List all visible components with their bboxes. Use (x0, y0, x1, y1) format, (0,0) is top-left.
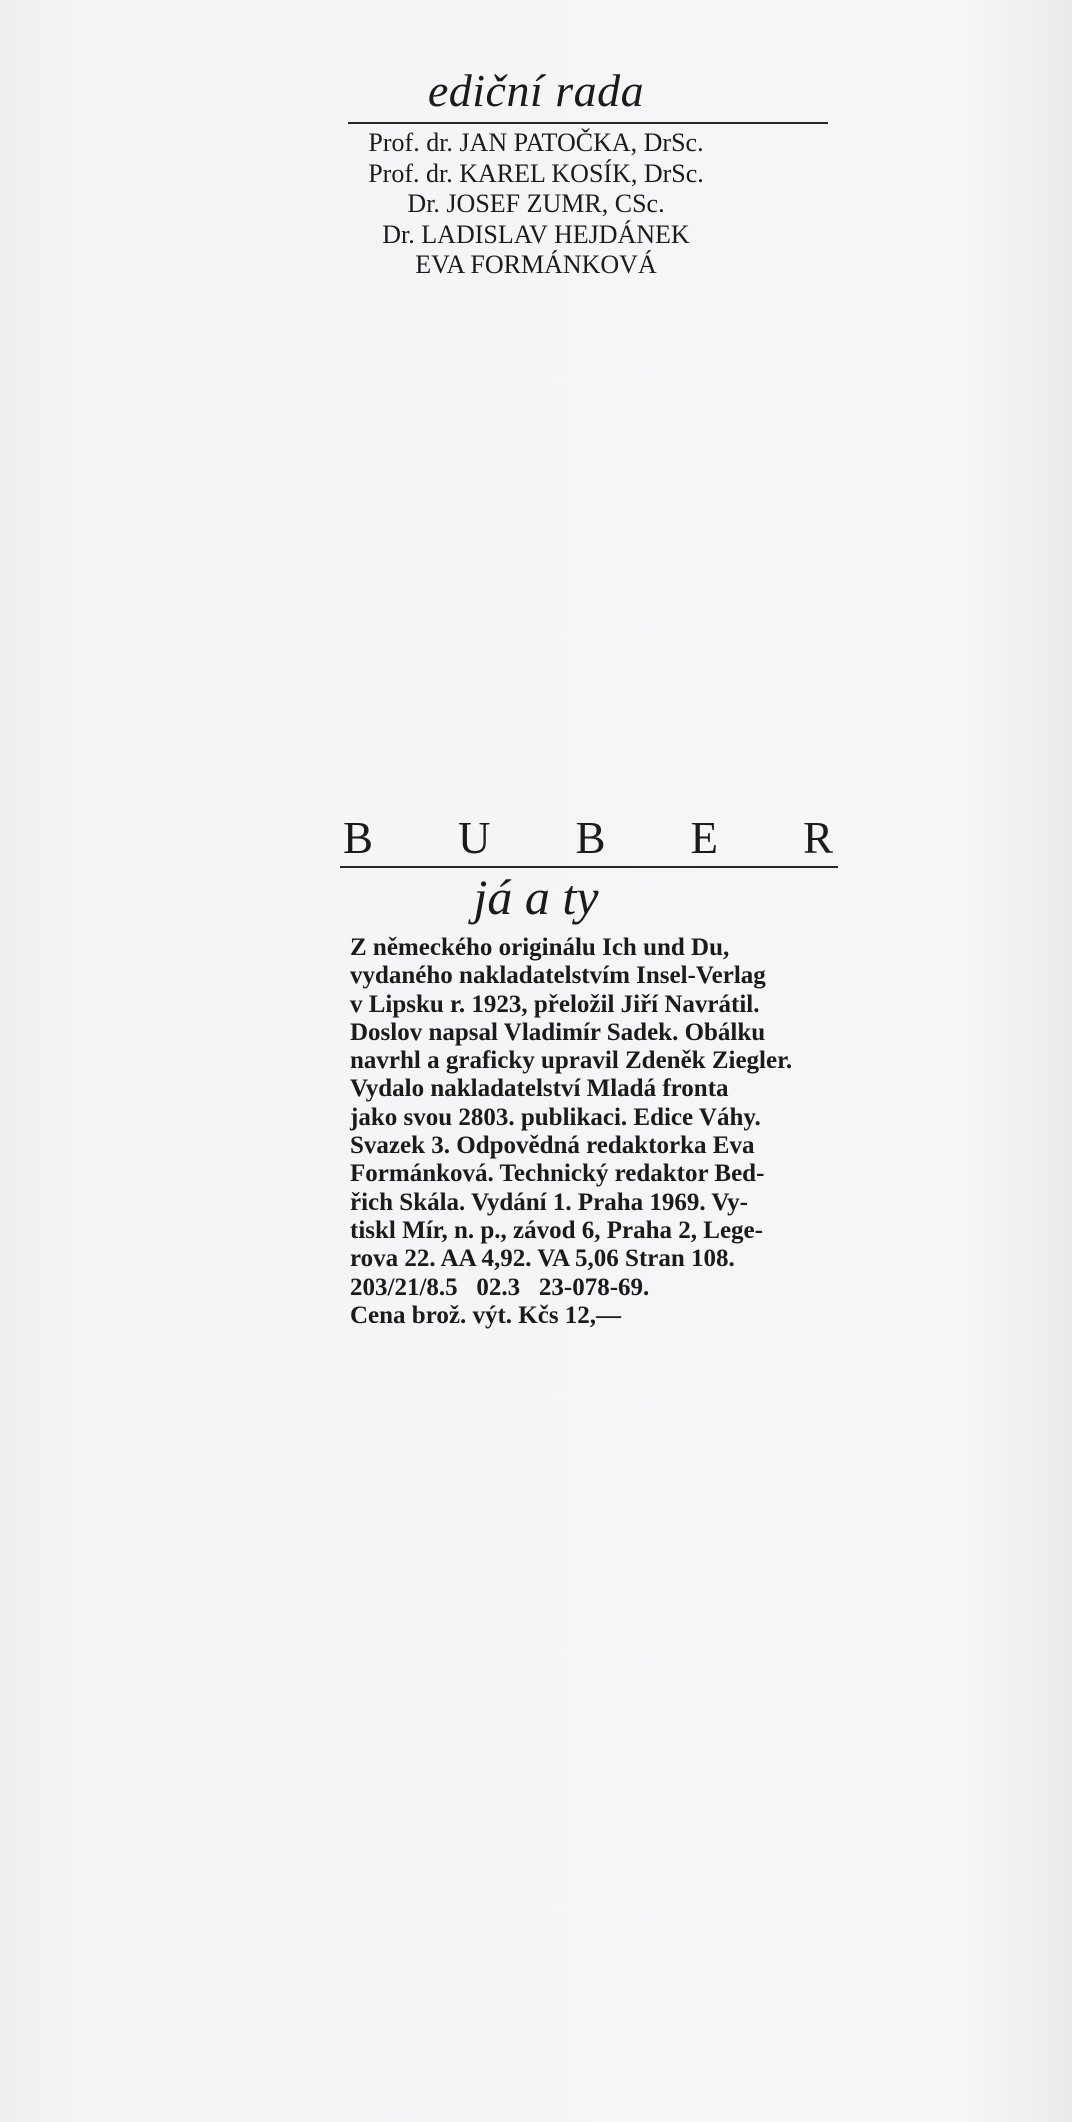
author-letter: E (690, 813, 718, 863)
imprint-line: vydaného nakladatelstvím Insel-Verlag (350, 962, 766, 990)
imprint-line: jako svou 2803. publikaci. Edice Váhy. (350, 1103, 761, 1131)
author-letter: B (575, 813, 606, 863)
imprint-line: Z německého originálu Ich und Du, (350, 934, 730, 961)
show-through-text (150, 385, 1040, 741)
price-line: Cena brož. výt. Kčs 12,— (350, 1301, 622, 1329)
imprint-line: v Lipsku r. 1923, přeložil Jiří Navrátil. (350, 990, 760, 1018)
imprint-line: Formánková. Technický redaktor Bed- (350, 1160, 765, 1188)
editor-name: EVA FORMÁNKOVÁ (415, 250, 657, 279)
book-title: já a ty (473, 869, 599, 925)
author-letter: R (802, 813, 833, 863)
imprint-codes: 203/21/8.5 02.3 23-078-69. (350, 1273, 650, 1301)
imprint-line: Svazek 3. Odpovědná redaktorka Eva (350, 1132, 755, 1160)
author-name (343, 812, 833, 864)
editor-list (0, 128, 1072, 281)
author-letter: B (343, 813, 374, 863)
editor-name: Dr. JOSEF ZUMR, CSc. (407, 189, 665, 218)
editor-name: Prof. dr. KAREL KOSÍK, DrSc. (368, 158, 704, 188)
editor-name: Prof. dr. JAN PATOČKA, DrSc. (368, 128, 704, 157)
imprint-line: řich Skála. Vydání 1. Praha 1969. Vy- (350, 1188, 749, 1216)
imprint-line: tiskl Mír, n. p., závod 6, Praha 2, Lege- (350, 1216, 763, 1244)
series-rule (348, 122, 828, 124)
imprint-line: Doslov napsal Vladimír Sadek. Obálku (350, 1018, 766, 1046)
imprint-line: Vydalo nakladatelství Mladá fronta (350, 1075, 729, 1103)
imprint-block (350, 934, 824, 1330)
editor-name: Dr. LADISLAV HEJDÁNEK (382, 219, 690, 249)
series-title: ediční rada (427, 65, 645, 116)
imprint-line: navrhl a graficky upravil Zdeněk Ziegler. (350, 1047, 793, 1075)
author-letter: U (458, 813, 491, 863)
imprint-line: rova 22. AA 4,92. VA 5,06 Stran 108. (350, 1245, 735, 1273)
